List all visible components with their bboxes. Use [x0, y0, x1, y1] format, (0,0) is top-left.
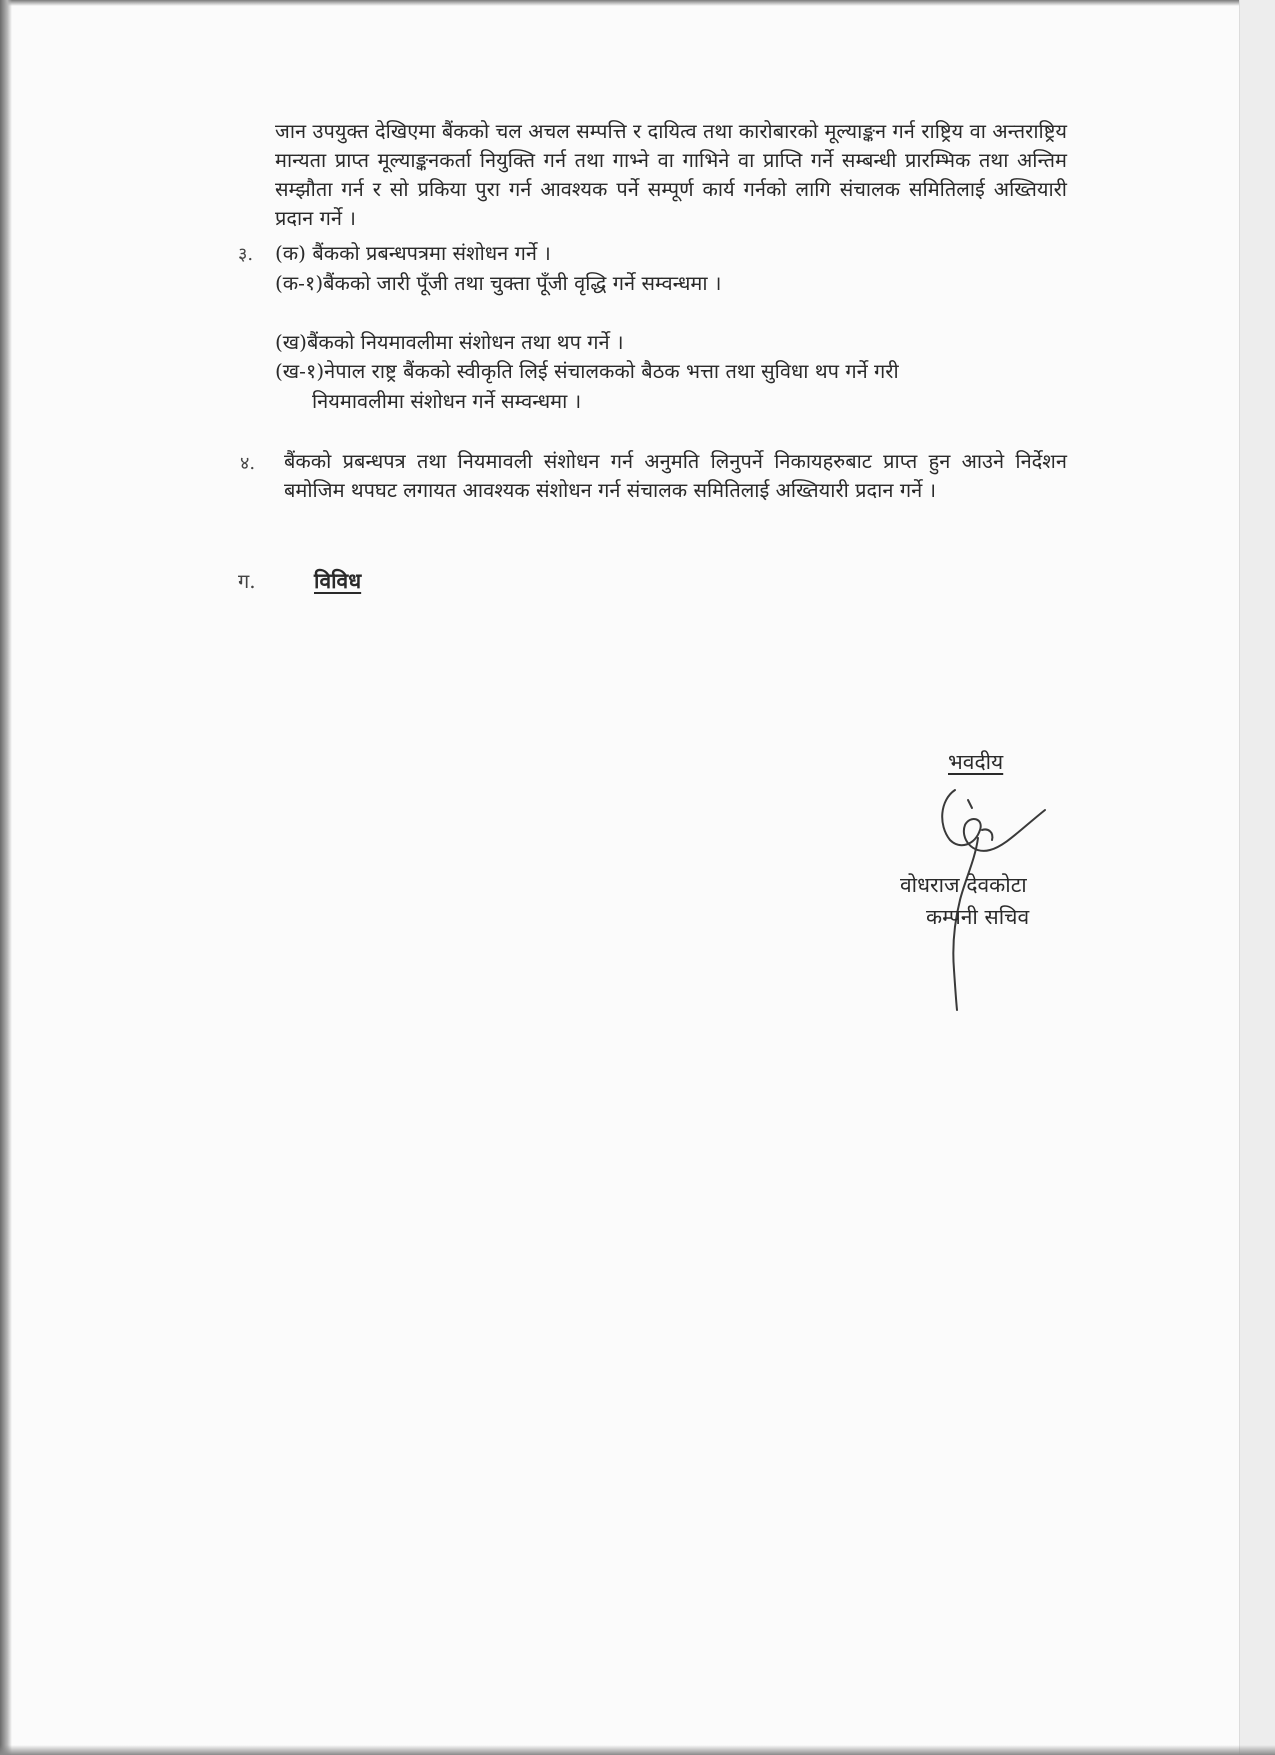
item-3-kha1-line1: (ख-१)नेपाल राष्ट्र बैंकको स्वीकृति लिई संचालकको बैठक भत्ता तथा सुविधा थप गर्ने गरी: [275, 359, 899, 383]
intro-paragraph: जान उपयुक्त देखिएमा बैंकको चल अचल सम्पत्ति र दायित्व तथा कारोबारको मूल्याङ्कन गर्न राष्ट्रिय वा अन्तराष्ट्रिय मान्यता प्राप्त मूल्याङ्कनकर्ता नियुक्ति गर्न तथा गाभ्ने वा गाभिने वा प्राप्ति गर्ने सम्बन्धी प्रारम्भिक तथा अन्तिम सम्झौता गर्न र सो प्रकिया पुरा गर्न आवश्यक पर्ने सम्पूर्ण कार्य गर्नको लागि संचालक समितिलाई अख्तियारी प्रदान गर्ने ।: [275, 119, 1067, 230]
section-ga-title: विविध: [314, 568, 362, 593]
item-3-number: ३.: [238, 244, 254, 265]
signatory-designation: कम्पनी सचिव: [926, 905, 1030, 929]
item-3-kha: (ख)बैंकको नियमावलीमा संशोधन तथा थप गर्ने ।: [275, 330, 624, 354]
scan-edge-right: [1239, 0, 1275, 1755]
section-ga-letter: ग.: [238, 569, 256, 593]
item-4-text: बैंकको प्रबन्धपत्र तथा नियमावली संशोधन गर्न अनुमति लिनुपर्ने निकायहरुबाट प्राप्त हुन आउने निर्देशन बमोजिम थपघट लगायत आवश्यक संशोधन गर्न संचालक समितिलाई अख्तियारी प्रदान गर्ने ।: [284, 449, 1067, 502]
signatory-name: वोधराज देवकोटा: [900, 873, 1027, 897]
salutation: भवदीय: [948, 750, 1004, 774]
item-4-number: ४.: [240, 453, 256, 474]
item-3-ka: (क) बैंकको प्रबन्धपत्रमा संशोधन गर्ने ।: [275, 241, 551, 265]
item-3-kha1-line2: नियमावलीमा संशोधन गर्ने सम्वन्धमा ।: [312, 389, 582, 413]
item-3-ka1: (क-१)बैंकको जारी पूँजी तथा चुक्ता पूँजी वृद्धि गर्ने सम्वन्धमा ।: [275, 271, 722, 295]
